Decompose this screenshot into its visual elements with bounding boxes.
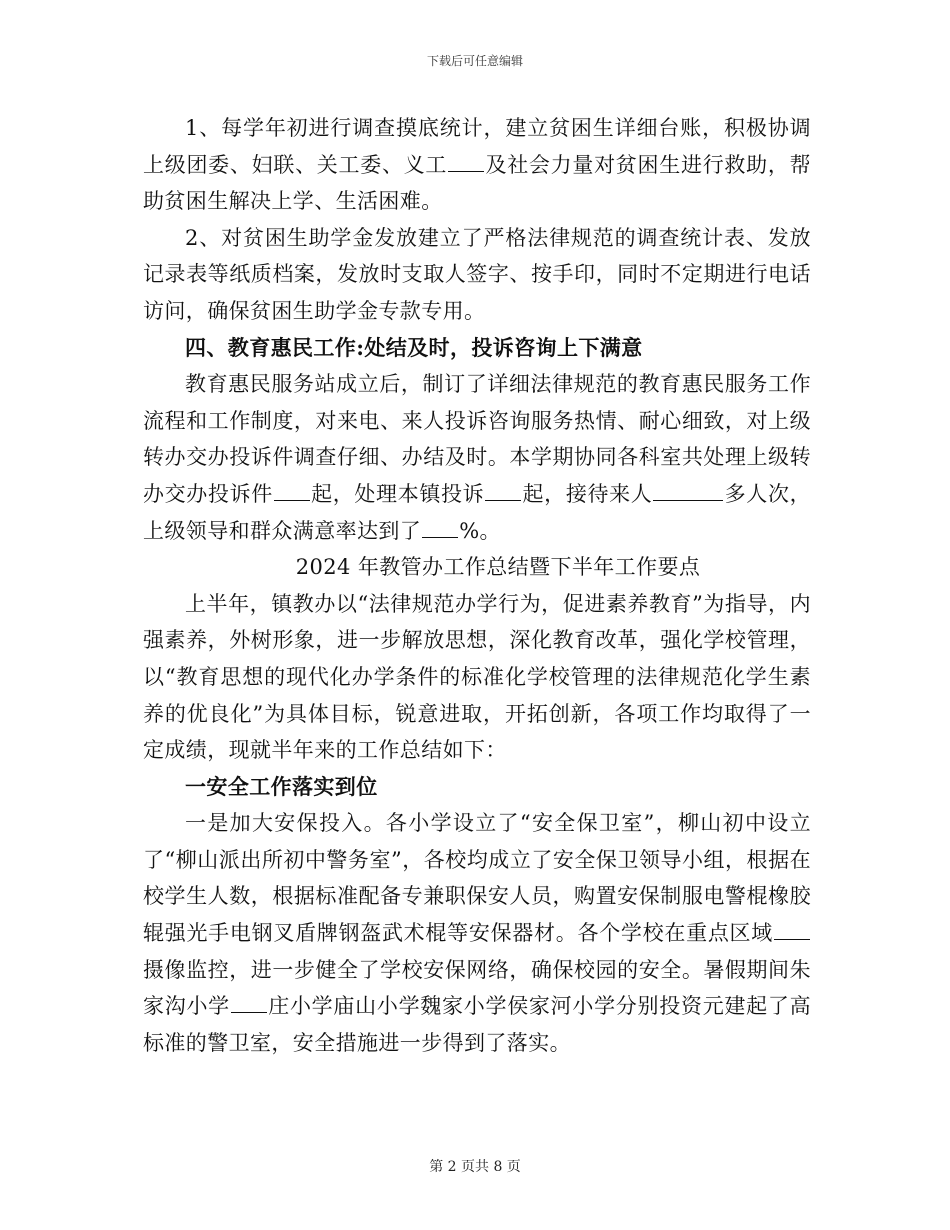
document-body (143, 110, 811, 1061)
section-heading-1: 一安全工作落实到位 (185, 773, 378, 799)
paragraph-3 (143, 366, 811, 549)
paragraph-1 (143, 110, 811, 220)
page-footer: 第 2 页共 8 页 (429, 1159, 521, 1175)
paragraph-1-text-b: 及社会力量对贫困生进行救助，帮助贫困生解决上学、生活困难。 (143, 152, 811, 214)
fill-blank (653, 478, 723, 501)
section-heading-4: 四、教育惠民工作:处结及时，投诉咨询上下满意 (185, 334, 643, 360)
paragraph-3-text-a: 教育惠民服务站成立后，制订了详细法律规范的教育惠民服务工作流程和工作制度，对来电、来人投诉咨询服务热情、耐心细致，对上级转办交办投诉件调查仔细、办结及时。本学期协同各科室共处理上级转办交办投诉件 (143, 372, 811, 506)
fill-blank (422, 514, 458, 537)
fill-blank (774, 917, 810, 940)
paragraph-3-text-c: 起，接待来人 (522, 481, 653, 506)
paragraph-5-text-a: 一是加大安保投入。各小学设立了“安全保卫室”，柳山初中设立了“柳山派出所初中警务室”，各校均成立了安全保卫领导小组，根据在校学生人数，根据标准配备专兼职保安人员，购置安保制服电警棍橡胶辊强光手电钢叉盾牌钢盔武术棍等安保器材。各个学校在重点区域 (143, 811, 811, 946)
paragraph-5-text-b: 摄像监控，进一步健全了学校安保网络，确保校园的安全。暑假期间朱家沟小学 (143, 957, 811, 1019)
paragraph-3-text-b: 起，处理本镇投诉 (310, 481, 485, 506)
document-title: 2024 年教管办工作总结暨下半年工作要点 (295, 555, 701, 580)
fill-blank (231, 990, 267, 1013)
paragraph-1-text-a: 1、每学年初进行调查摸底统计，建立贫困生详细台账，积极协调上级团委、妇联、关工委、义工 (143, 116, 811, 177)
fill-blank (448, 149, 484, 172)
paragraph-3-text-d: 多人次，上级领导和群众满意率达到了 (143, 481, 811, 543)
fill-blank (274, 478, 310, 501)
paragraph-4: 上半年，镇教办以“法律规范办学行为，促进素养教育”为指导，内强素养，外树形象，进一步解放思想，深化教育改革，强化学校管理，以“教育思想的现代化办学条件的标准化学校管理的法律规范化学生素养的优良化”为具体目标，锐意进取，开拓创新，各项工作均取得了一定成绩，现就半年来的工作总结如下： (143, 591, 811, 763)
page-header: 下载后可任意编辑 (426, 54, 523, 68)
paragraph-5 (143, 805, 811, 1061)
paragraph-5-text-c: 庄小学庙山小学魏家小学侯家河小学分别投资元建起了高标准的警卫室，安全措施进一步得到了落实。 (143, 994, 811, 1055)
paragraph-3-text-e: %。 (459, 518, 501, 543)
paragraph-2: 2、对贫困生助学金发放建立了严格法律规范的调查统计表、发放记录表等纸质档案，发放时支取人签字、按手印，同时不定期进行电话访问，确保贫困生助学金专款专用。 (143, 225, 811, 323)
fill-blank (485, 478, 521, 501)
